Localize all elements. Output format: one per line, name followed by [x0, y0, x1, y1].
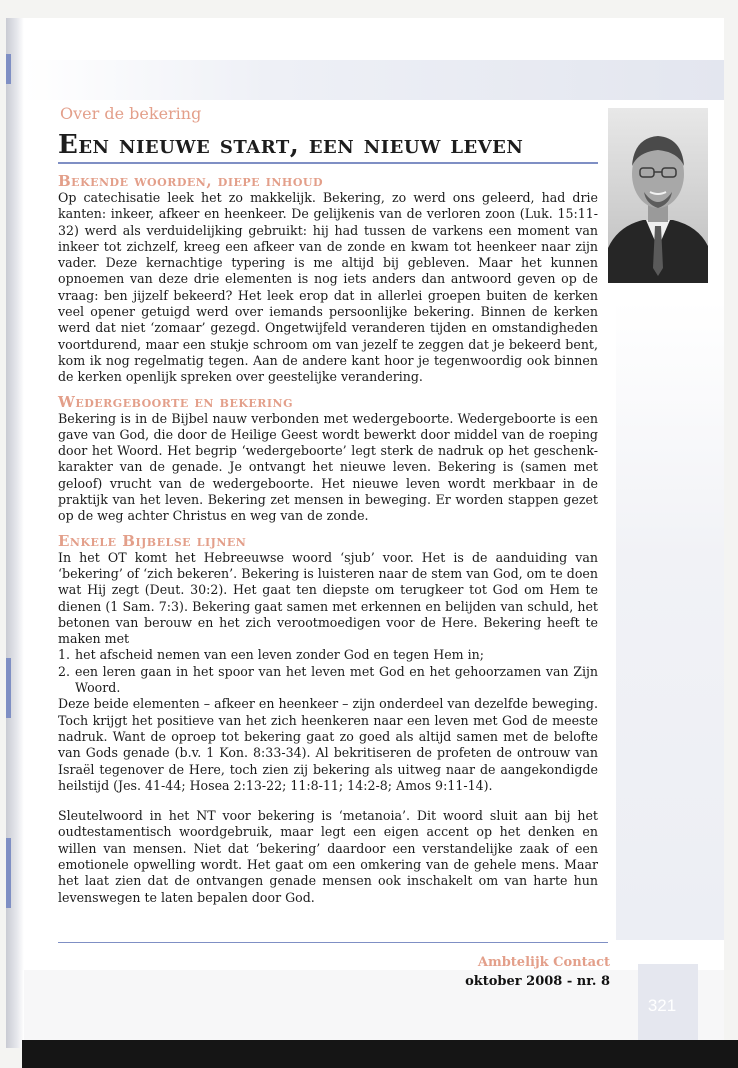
spine-marker-top [6, 54, 11, 84]
list-text: een leren gaan in het spoor van het leven met God en het gehoorzamen van Zijn Woord. [75, 663, 598, 696]
article-title: Een nieuwe start, een nieuw leven [58, 130, 524, 160]
issue-label: oktober 2008 - nr. 8 [465, 974, 610, 989]
section-paragraph: Op catechisatie leek het zo makkelijk. Bekering, zo werd ons geleerd, had drie kanten: inkeer, afkeer en heenkeer. De gelijkenis van de verloren zoon (Luk. 15:11-32) werd als verduidelijking gebruikt: hij had tussen de varkens een moment van inkeer tot zichzelf, kreeg een afkeer van de zonde en kwam tot heenkeer naar zijn vader. Deze kernachtige typering is me altijd bij gebleven. Maar het kunnen opnoemen van deze drie elementen is nog iets anders dan antwoord geven op de vraag: ben jijzelf bekeerd? Het leek erop dat in allerlei groepen buiten de kerken veel opener getuigd werd over iemands persoonlijke bekering. Binnen de kerken werd dat niet ‘zomaar’ gezegd. Ongetwijfeld veranderen tijden en omstandigheden voortdurend, maar een stukje schroom om van jezelf te zeggen dat je bekeerd bent, kom ik nog regelmatig tegen. Aan de andere kant hoor je tegenwoordig ook binnen de kerken openlijk spreken over geestelijke verandering. [58, 190, 598, 385]
footer-rule [58, 942, 608, 943]
article-kicker: Over de bekering [60, 104, 202, 123]
author-photo [608, 108, 708, 283]
list-item [58, 647, 598, 663]
footer-band [24, 970, 724, 1048]
page-number: 321 [647, 996, 677, 1015]
section-heading: Bekende woorden, diepe inhoud [58, 172, 324, 190]
magazine-name: Ambtelijk Contact [477, 955, 610, 970]
side-band [616, 300, 724, 940]
section-paragraph: In het OT komt het Hebreeuwse woord ‘sjub’ voor. Het is de aanduiding van ‘bekering’ of ‘zich bekeren’. Bekering is luisteren naar de stem van God, om te doen wat Hij zegt (Deut. 30:2). Het gaat ten diepste om terugkeer tot God om Hem te dienen (1 Sam. 7:3). Bekering gaat samen met erkennen en belijden van schuld, het betonen van berouw en het zich verootmoedigen voor de Here. Bekering heeft te maken met [58, 549, 598, 647]
list-number: 2. [58, 663, 71, 679]
list-item [58, 664, 598, 697]
spine-marker-bottom [6, 838, 11, 908]
author-portrait-image [608, 108, 708, 283]
section-paragraph: Sleutelwoord in het NT voor bekering is ‘metanoia’. Dit woord sluit aan bij het oudtestamentisch woordgebruik, maar legt een eigen accent op het denken en willen van mensen. Niet dat ‘bekering’ daardoor een verstandelijke zaak of een emotionele opwelling wordt. Het gaat om een omkering van de gehele mens. Maar het laat zien dat de ontvangen genade mensen ook inschakelt om van harte hun levenswegen te laten bepalen door God. [58, 808, 598, 905]
section-heading: Wedergeboorte en bekering [58, 392, 294, 411]
section-paragraph: Bekering is in de Bijbel nauw verbonden met wedergeboorte. Wedergeboorte is een gave van God, die door de Heilige Geest wordt bewerkt door middel van de roeping door het Woord. Het begrip ‘wedergeboorte’ legt sterk de nadruk op het geschenk-karakter van de genade. Je ontvangt het nieuwe leven. Bekering is (samen met geloof) vrucht van de wedergeboorte. Het nieuwe leven wordt merkbaar in de praktijk van het leven. Bekering zet mensen in beweging. Er worden stappen gezet op de weg achter Christus en weg van de zonde. [58, 410, 598, 524]
list-number: 1. [58, 647, 71, 663]
title-rule [58, 162, 598, 164]
section-heading: Enkele Bijbelse lijnen [58, 531, 247, 550]
list-text: het afscheid nemen van een leven zonder God en tegen Hem in; [75, 647, 485, 663]
numbered-list [58, 647, 598, 696]
header-band [24, 60, 724, 100]
scan-edge [22, 1040, 738, 1068]
article-body [58, 172, 598, 906]
spine-marker-middle [6, 658, 11, 718]
section-paragraph: Deze beide elementen – afkeer en heenkeer – zijn onderdeel van dezelfde beweging. Toch krijgt het positieve van het zich heenkeren naar een leven met God de meeste nadruk. Want de oproep tot bekering gaat zo goed als altijd samen met de belofte van Gods genade (b.v. 1 Kon. 8:33-34). Al bekritiseren de profeten de ontrouw van Israël tegenover de Here, toch zien zij bekering als uitweg naar de aangekondigde heilstijd (Jes. 41-44; Hosea 2:13-22; 11:8-11; 14:2-8; Amos 9:11-14). [58, 696, 598, 793]
